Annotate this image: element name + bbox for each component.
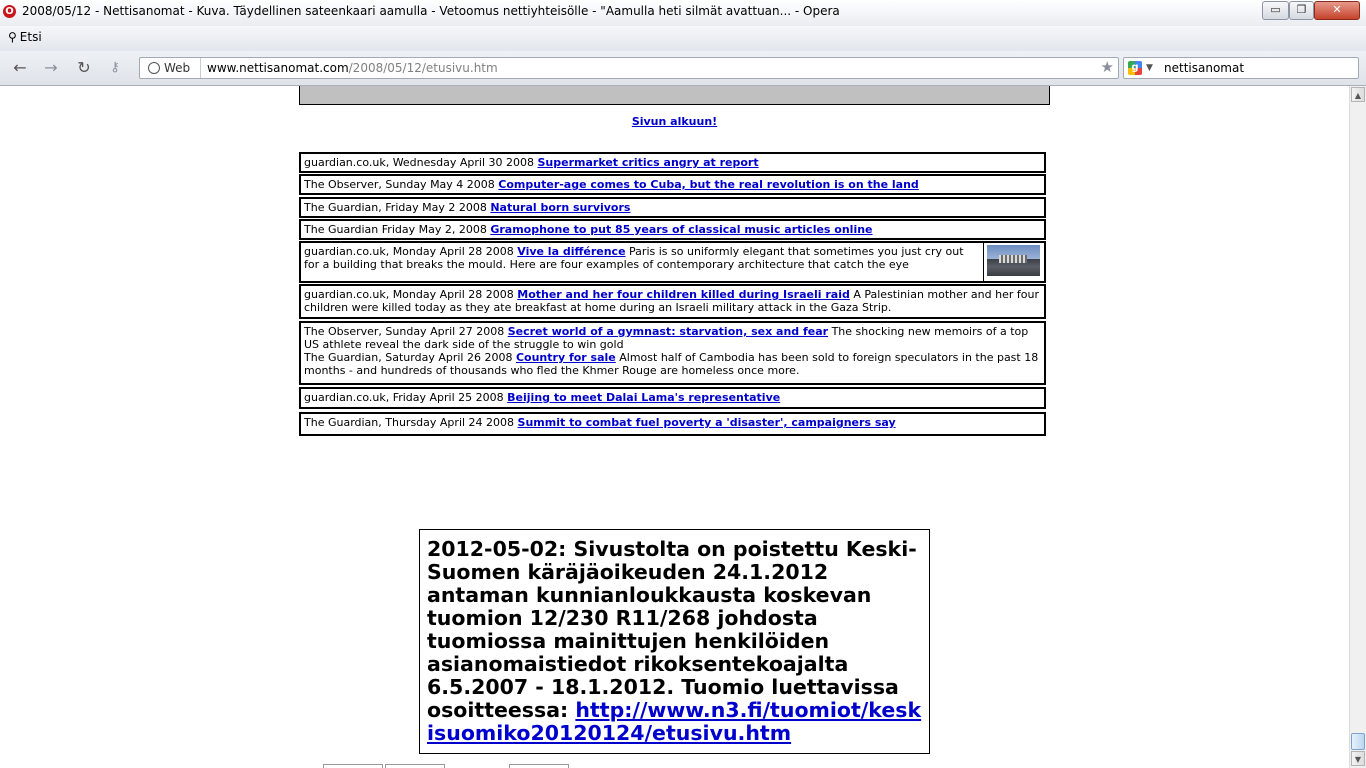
- bookmark-star-icon[interactable]: ★: [1100, 58, 1114, 76]
- article-link[interactable]: Mother and her four children killed during Israeli raid: [517, 288, 850, 301]
- forward-button[interactable]: [40, 58, 62, 78]
- magnifier-icon: ⚲: [8, 30, 17, 44]
- vertical-scrollbar[interactable]: [1349, 86, 1366, 768]
- article-source: The Guardian, Thursday April 24 2008: [304, 416, 515, 429]
- key-icon: ⚷: [110, 60, 120, 75]
- menu-bar: [0, 26, 1366, 51]
- article-row: [299, 387, 1046, 409]
- article-link[interactable]: Natural born survivors: [490, 201, 631, 214]
- article-row: [299, 412, 1046, 436]
- article-row: [299, 197, 1046, 218]
- address-bar[interactable]: [139, 57, 1119, 79]
- window-title: 2008/05/12 - Nettisanomat - Kuva. Täydellinen sateenkaari aamulla - Vetoomus nettiyhteisölle - "Aamulla heti silmät avattuan... - Opera: [22, 4, 840, 18]
- bottom-tab-edges: [0, 764, 1349, 768]
- article-link[interactable]: Computer-age comes to Cuba, but the real revolution is on the land: [498, 178, 919, 191]
- article-source: The Guardian, Saturday April 26 2008: [304, 351, 513, 364]
- reload-icon: ↻: [77, 58, 91, 77]
- court-notice-text: 2012-05-02: Sivustolta on poistettu Keski-Suomen käräjäoikeuden 24.1.2012 antaman kunnianloukkausta koskevan tuomion 12/230 R11/268 johdosta tuomiossa mainittujen henkilöiden asianomaistiedot rikoksentekoajalta 6.5.2007 - 18.1.2012. Tuomio luettavissa osoitteessa:: [427, 537, 917, 722]
- globe-icon: [148, 62, 160, 74]
- web-badge[interactable]: [140, 58, 201, 78]
- article-link[interactable]: Country for sale: [515, 351, 616, 364]
- article-link[interactable]: Vive la différence: [517, 245, 626, 258]
- article-thumbnail-cell: [983, 243, 1044, 281]
- article-source: guardian.co.uk, Monday April 28 2008: [304, 245, 514, 258]
- article-source: guardian.co.uk, Monday April 28 2008: [304, 288, 514, 301]
- article-source: guardian.co.uk, Wednesday April 30 2008: [304, 156, 534, 169]
- opera-logo-icon: O: [3, 5, 16, 18]
- search-menu-label: Etsi: [19, 30, 42, 44]
- back-arrow-icon: ←: [13, 58, 27, 77]
- scroll-up-arrow-icon: ▲: [1354, 91, 1362, 100]
- scrollbar-thumb[interactable]: [1351, 733, 1365, 750]
- google-icon[interactable]: g: [1128, 61, 1142, 75]
- article-description: A Palestinian mother and her four children were killed today as they ate breakfast at home during an Israeli military attack in the Gaza Strip.: [304, 288, 1039, 314]
- web-label: Web: [164, 61, 191, 75]
- architecture-thumbnail-image[interactable]: [987, 245, 1040, 276]
- scroll-up-button[interactable]: [1351, 87, 1365, 102]
- article-row: [299, 321, 1046, 385]
- article-link[interactable]: Secret world of a gymnast: starvation, sex and fear: [507, 325, 829, 338]
- article-source: The Guardian Friday May 2, 2008: [304, 223, 487, 236]
- article-row: [299, 219, 1046, 240]
- court-verdict-link[interactable]: http://www.n3.fi/tuomiot/keskisuomiko20120124/etusivu.htm: [427, 698, 922, 745]
- maximize-button[interactable]: ❐: [1289, 1, 1314, 20]
- minimize-button[interactable]: ▭: [1262, 1, 1289, 20]
- article-link[interactable]: Gramophone to put 85 years of classical music articles online: [490, 223, 873, 236]
- article-link[interactable]: Supermarket critics angry at report: [537, 156, 759, 169]
- search-input[interactable]: nettisanomat: [1164, 61, 1245, 75]
- reload-button[interactable]: [73, 58, 95, 78]
- article-description: The shocking new memoirs of a top US athlete reveal the dark side of the struggle to win gold: [304, 325, 1029, 351]
- article-description: Almost half of Cambodia has been sold to foreign speculators in the past 18 months - and hundreds of thousands who fled the Khmer Rouge are homeless once more.: [304, 351, 1039, 377]
- close-button[interactable]: ✕: [1314, 1, 1360, 20]
- gray-banner: [299, 86, 1050, 105]
- article-row: [299, 241, 1046, 283]
- search-engine-dropdown-icon[interactable]: ▼: [1146, 63, 1153, 73]
- court-notice-box: [419, 529, 930, 754]
- title-bar: [0, 0, 1366, 26]
- article-source: The Observer, Sunday April 27 2008: [304, 325, 505, 338]
- scroll-down-arrow-icon: ▼: [1354, 755, 1362, 764]
- search-menu-button[interactable]: [8, 30, 42, 44]
- article-row: [299, 174, 1046, 195]
- bottom-tab[interactable]: [385, 764, 445, 768]
- bottom-tab[interactable]: [509, 764, 569, 768]
- url-host: www.nettisanomat.com: [207, 61, 349, 75]
- article-row: [299, 152, 1046, 173]
- search-box[interactable]: [1123, 57, 1359, 79]
- url-path: /2008/05/12/etusivu.htm: [348, 61, 498, 75]
- article-description: Paris is so uniformly elegant that sometimes you just cry out for a building that breaks the mould. Here are four examples of contemporary architecture that catch the eye: [304, 245, 964, 271]
- article-link[interactable]: Beijing to meet Dalai Lama's representative: [507, 391, 781, 404]
- page-viewport: [0, 86, 1349, 768]
- scroll-down-button[interactable]: [1351, 751, 1365, 766]
- back-to-top-container: [0, 115, 1349, 128]
- article-row: [299, 284, 1046, 319]
- back-to-top-link[interactable]: Sivun alkuun!: [631, 115, 718, 128]
- forward-arrow-icon: →: [44, 58, 58, 77]
- article-source: The Observer, Sunday May 4 2008: [304, 178, 495, 191]
- back-button[interactable]: [9, 58, 31, 78]
- wand-button[interactable]: [104, 58, 126, 78]
- article-link[interactable]: Summit to combat fuel poverty a 'disaster', campaigners say: [517, 416, 896, 429]
- url-field[interactable]: [207, 61, 498, 75]
- article-source: The Guardian, Friday May 2 2008: [304, 201, 487, 214]
- bottom-tab[interactable]: [323, 764, 383, 768]
- article-source: guardian.co.uk, Friday April 25 2008: [304, 391, 504, 404]
